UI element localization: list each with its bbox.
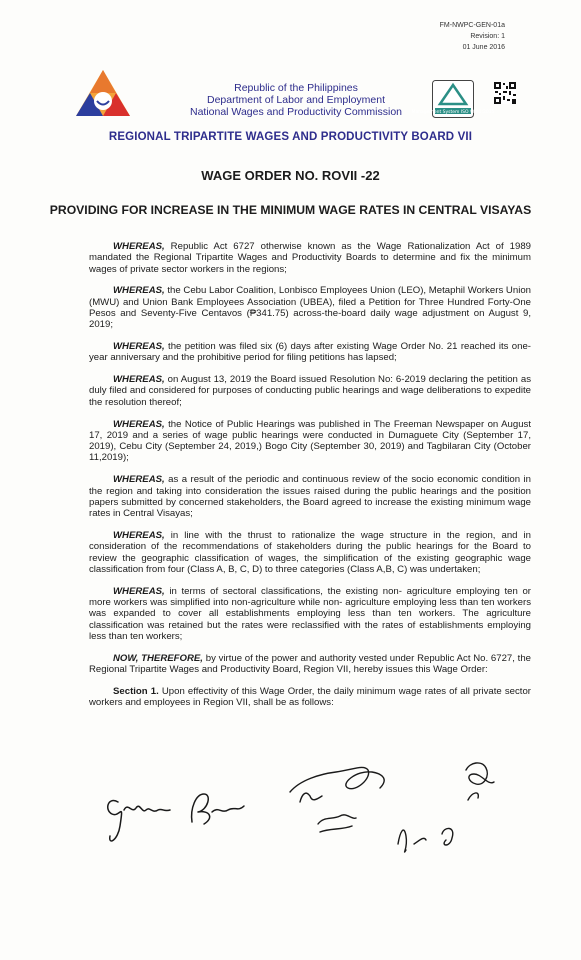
svg-text:Management System ISO 9001:201: Management System ISO 9001:2015 xyxy=(411,110,495,115)
section-1-paragraph: Section 1. Upon effectivity of this Wage Order, the daily minimum wage rates of all private sector workers and employees in Region VII, shall be as follows: xyxy=(89,685,531,708)
signature-4 xyxy=(398,828,453,852)
whereas-paragraph: WHEREAS, in terms of sectoral classifications, the existing non- agriculture employing ten or more workers was simplified into non-agriculture while non- agriculture employing less than ten workers was expanded to cover all establishments employing less than ten workers. The agriculture classification was retained but the rates were reclassified with the rates of establishments employing less than ten workers; xyxy=(89,585,531,642)
now-therefore-paragraph: NOW, THEREFORE, by virtue of the power and authority vested under Republic Act No. 6727, the Regional Tripartite Wages and Productivity Board, Region VII, hereby issues this Wage Order: xyxy=(89,652,531,675)
form-code-number: FM-NWPC-GEN-01a xyxy=(439,22,505,29)
agency-header xyxy=(176,82,416,118)
form-date: 01 June 2016 xyxy=(462,44,505,51)
signature-block xyxy=(0,740,581,880)
whereas-paragraph: WHEREAS, the Cebu Labor Coalition, Lonbisco Employees Union (LEO), Metaphil Workers Union (MWU) and Union Bank Employees Association (UBEA), filed a Petition for Three Hundred Forty-One Pesos and Seventy-Five Centavos (₱341.75) across-the-board daily wage adjustment on August 9, 2019; xyxy=(89,285,531,331)
whereas-paragraph: WHEREAS, on August 13, 2019 the Board issued Resolution No: 6-2019 declaring the petition as duly filed and considered for purposes of conducting public hearings and wage deliberations to expedite the resolution thereof; xyxy=(89,374,531,408)
whereas-paragraph: WHEREAS, in line with the thrust to rationalize the wage structure in the region, and in consideration of the recommendations of stakeholders during the public hearings for the Board to review the geographic classification of wages, the simplification of the existing geographic wage classification from four (Class A, B, C, D) to three categories (Class A,B, C) was undertaken; xyxy=(89,529,531,575)
signature-3 xyxy=(290,767,384,832)
form-revision: Revision: 1 xyxy=(470,33,505,40)
whereas-paragraph: WHEREAS, the petition was filed six (6) days after existing Wage Order No. 21 reached its one-year anniversary and the prohibitive period for filing petitions has lapsed; xyxy=(89,341,531,364)
department-line: Department of Labor and Employment xyxy=(206,94,385,106)
signature-5 xyxy=(466,763,494,800)
signature-1 xyxy=(108,801,170,841)
whereas-paragraph: WHEREAS, as a result of the periodic and continuous review of the socio economic condition in the region and taking into consideration the issues raised during the public hearings and the position papers submitted by concerned stakeholders, the Board agreed to increase the existing minimum wage rates in Central Visayas; xyxy=(89,474,531,520)
document-body xyxy=(89,241,531,719)
qr-code-icon xyxy=(494,82,516,104)
iso-certification-logo xyxy=(411,80,495,118)
dole-logo xyxy=(74,68,132,118)
document-title: PROVIDING FOR INCREASE IN THE MINIMUM WAGE RATES IN CENTRAL VISAYAS xyxy=(49,203,532,217)
republic-line: Republic of the Philippines xyxy=(234,82,358,94)
commission-line: National Wages and Productivity Commission xyxy=(189,106,403,118)
whereas-paragraph: WHEREAS, the Notice of Public Hearings was published in The Freeman Newspaper on August 17, 2019 and a series of wage public hearings were conducted in Dumaguete City (September 17, 2019), Cebu City (September 24, 2019,) Bogo City (September 30, 2019) and Tagbilaran City (October 11,2019); xyxy=(89,418,531,464)
wage-order-number: WAGE ORDER NO. ROVII -22 xyxy=(201,168,380,183)
whereas-paragraph: WHEREAS, Republic Act 6727 otherwise known as the Wage Rationalization Act of 1989 mandated the Regional Tripartite Wages and Productivity Boards to determine and fix the minimum wages of private sector workers in the regions; xyxy=(89,241,531,275)
board-name: REGIONAL TRIPARTITE WAGES AND PRODUCTIVITY BOARD VII xyxy=(108,131,473,143)
signature-2 xyxy=(192,794,244,824)
form-code xyxy=(440,20,505,53)
